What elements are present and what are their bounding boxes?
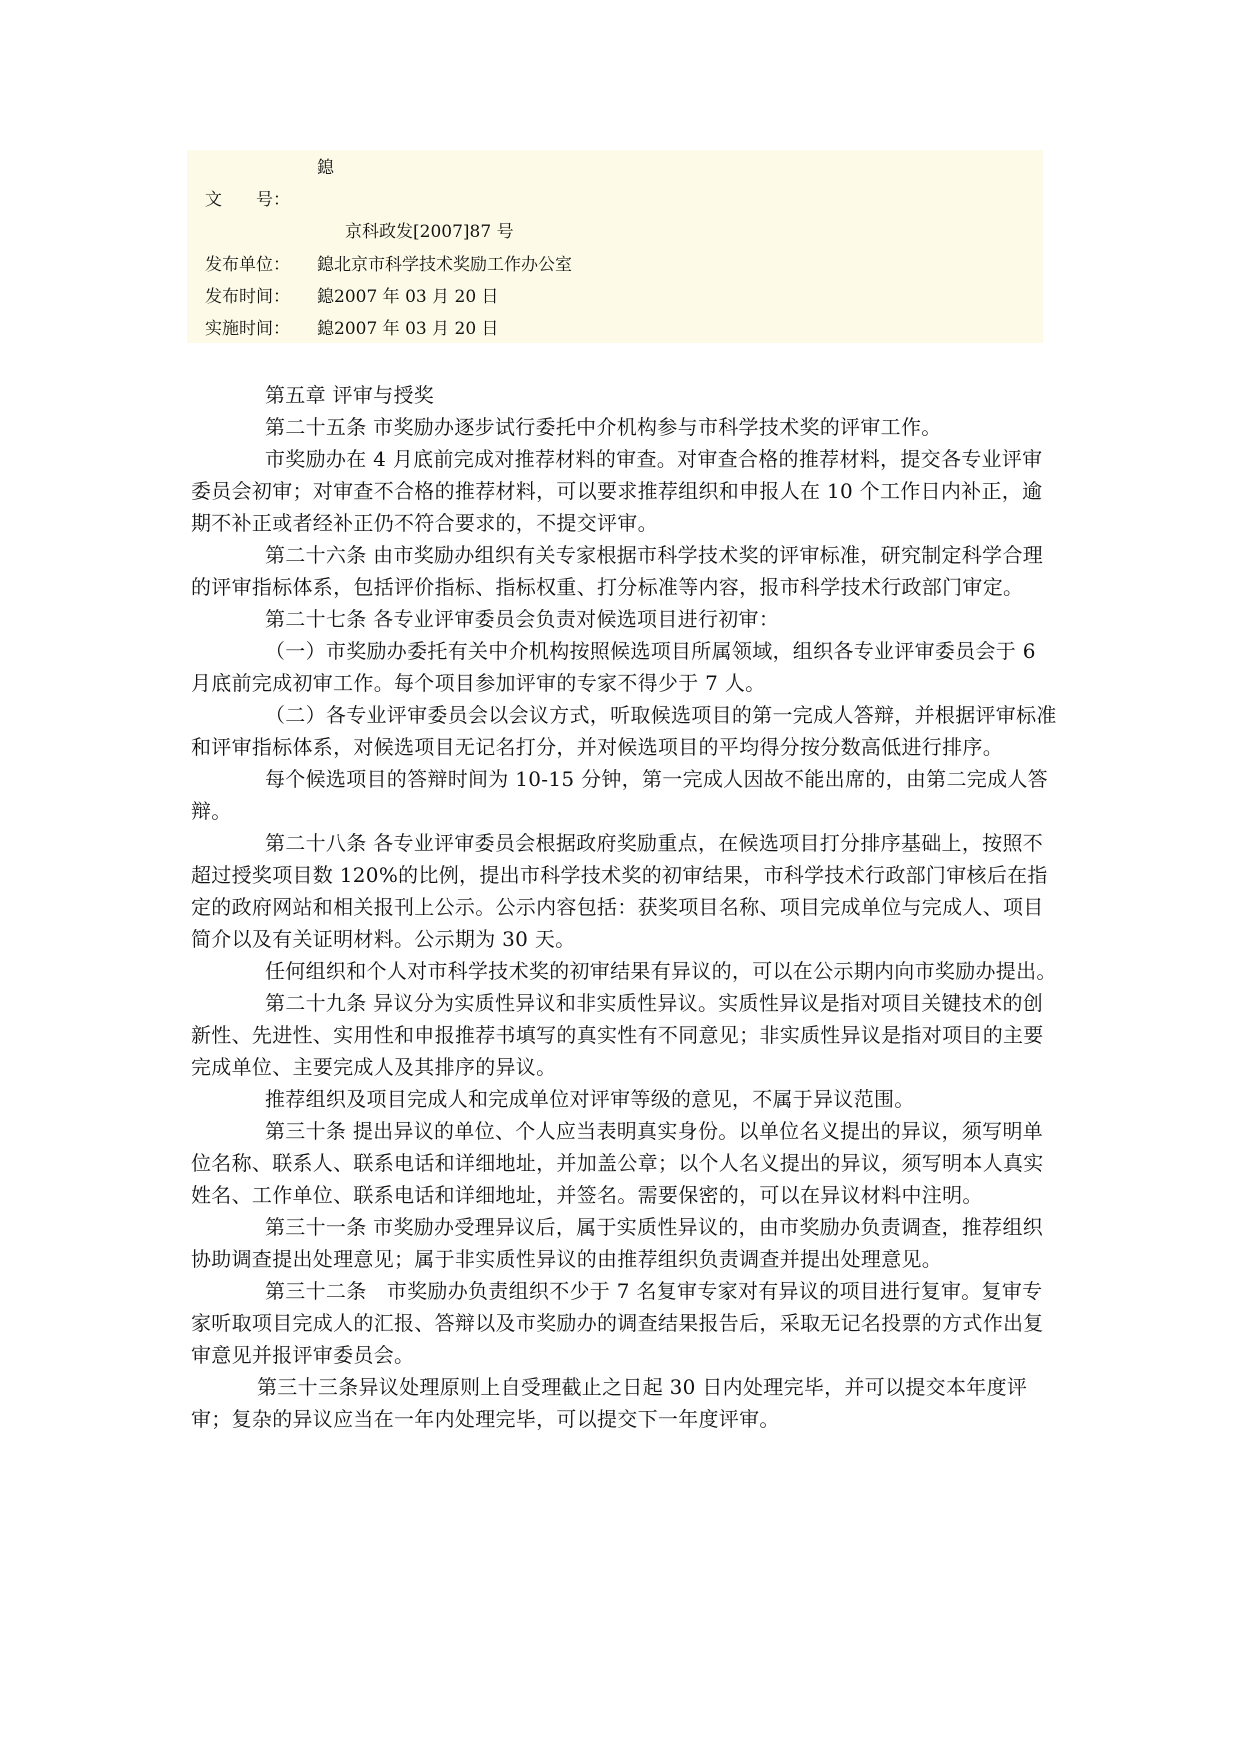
effective-date-label: 实施时间： bbox=[205, 319, 290, 339]
document-metadata-panel bbox=[187, 150, 1043, 343]
article-26: 第二十六条 由市奖励办组织有关专家根据市科学技术奖的评审标准，研究制定科学合理的评审指标体系，包括评价指标、指标权重、打分标准等内容，报市科学技术行政部门审定。 bbox=[191, 543, 1044, 599]
article-27-item-2: （二）各专业评审委员会以会议方式，听取候选项目的第一完成人答辩，并根据评审标准和评审指标体系，对候选项目无记名打分，并对候选项目的平均得分按分数高低进行排序。 bbox=[191, 703, 1057, 759]
publisher-label: 发布单位： bbox=[205, 255, 290, 275]
doc-number-value: 京科政发[2007]87 号 bbox=[345, 222, 514, 242]
document-body bbox=[191, 379, 1059, 1435]
article-28-paragraph: 任何组织和个人对市科学技术奖的初审结果有异议的，可以在公示期内向市奖励办提出。 bbox=[265, 959, 1057, 983]
doc-number-label: 文 号： bbox=[205, 190, 290, 210]
publish-date-value: 鎴2007 年 03 月 20 日 bbox=[317, 287, 499, 307]
article-27-paragraph: 每个候选项目的答辩时间为 10-15 分钟，第一完成人因故不能出席的，由第二完成人答辩。 bbox=[191, 767, 1048, 823]
publisher-value: 鎴北京市科学技术奖励工作办公室 bbox=[317, 255, 572, 275]
article-29: 第二十九条 异议分为实质性异议和非实质性异议。实质性异议是指对项目关键技术的创新性、先进性、实用性和申报推荐书填写的真实性有不同意见；非实质性异议是指对项目的主要完成单位、主要完成人及其排序的异议。 bbox=[191, 991, 1044, 1079]
article-33: 第三十三条异议处理原则上自受理截止之日起 30 日内处理完毕，并可以提交本年度评审；复杂的异议应当在一年内处理完毕，可以提交下一年度评审。 bbox=[191, 1375, 1028, 1431]
article-27-item-1: （一）市奖励办委托有关中介机构按照候选项目所属领域，组织各专业评审委员会于 6 月底前完成初审工作。每个项目参加评审的专家不得少于 7 人。 bbox=[191, 639, 1036, 695]
meta-glyph: 鎴 bbox=[317, 158, 334, 178]
effective-date-value: 鎴2007 年 03 月 20 日 bbox=[317, 319, 499, 339]
article-29-paragraph: 推荐组织及项目完成人和完成单位对评审等级的意见，不属于异议范围。 bbox=[265, 1087, 915, 1111]
article-32: 第三十二条 市奖励办负责组织不少于 7 名复审专家对有异议的项目进行复审。复审专家听取项目完成人的汇报、答辩以及市奖励办的调查结果报告后，采取无记名投票的方式作出复审意见并报评审委员会。 bbox=[191, 1279, 1044, 1367]
article-25-paragraph: 市奖励办在 4 月底前完成对推荐材料的审查。对审查合格的推荐材料，提交各专业评审委员会初审；对审查不合格的推荐材料，可以要求推荐组织和申报人在 10 个工作日内补正，逾期不补正或者经补正仍不符合要求的，不提交评审。 bbox=[191, 447, 1043, 535]
article-30: 第三十条 提出异议的单位、个人应当表明真实身份。以单位名义提出的异议，须写明单位名称、联系人、联系电话和详细地址，并加盖公章；以个人名义提出的异议，须写明本人真实姓名、工作单位、联系电话和详细地址，并签名。需要保密的，可以在异议材料中注明。 bbox=[191, 1119, 1044, 1207]
chapter-heading: 第五章 评审与授奖 bbox=[265, 383, 435, 407]
article-27: 第二十七条 各专业评审委员会负责对候选项目进行初审： bbox=[265, 607, 780, 631]
article-31: 第三十一条 市奖励办受理异议后，属于实质性异议的，由市奖励办负责调查，推荐组织协助调查提出处理意见；属于非实质性异议的由推荐组织负责调查并提出处理意见。 bbox=[191, 1215, 1044, 1271]
article-28: 第二十八条 各专业评审委员会根据政府奖励重点，在候选项目打分排序基础上，按照不超过授奖项目数 120%的比例，提出市科学技术奖的初审结果，市科学技术行政部门审核后在指定的政府网站和相关报刊上公示。公示内容包括：获奖项目名称、项目完成单位与完成人、项目简介以及有关证明材料。公示期为 30 天。 bbox=[191, 831, 1048, 951]
publish-date-label: 发布时间： bbox=[205, 287, 290, 307]
article-25: 第二十五条 市奖励办逐步试行委托中介机构参与市科学技术奖的评审工作。 bbox=[265, 415, 942, 439]
